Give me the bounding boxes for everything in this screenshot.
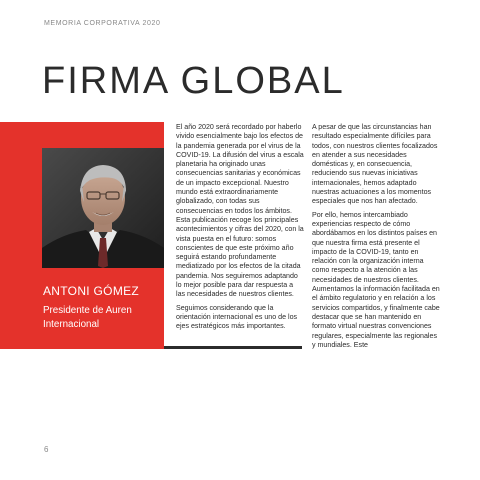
page-title: FIRMA GLOBAL xyxy=(42,60,345,102)
text-column-left xyxy=(176,123,304,336)
paragraph: A pesar de que las circunstancias han resultado especialmente difíciles para todos, con nuestros clientes focalizados en atender a sus necesidades domésticas y, en consecuencia, reduciendo sus nuevas iniciativas internacionales, hemos adaptado nuestras actuaciones a los momentos especiales que nos han afectado. xyxy=(312,123,438,206)
running-header: MEMORIA CORPORATIVA 2020 xyxy=(44,20,161,27)
portrait-photo xyxy=(42,148,164,268)
paragraph: El año 2020 será recordado por haberlo vivido esencialmente bajo los efectos de la pandemia generada por el virus de la COVID-19. La difusión del virus a escala planetaria ha originado unas consecuencias sanitarias y económicas de un impacto excepcional. Nuestro mundo está extraordinariamente globalizado, con todas sus consecuencias en todos los ámbitos. Esta publicación recoge los principales acontecimientos y cifras del 2020, con la vista puesta en el futuro: somos conscientes de que este próximo año seguirá estando profundamente mediatizado por los efectos de la citada pandemia. Nos seguiremos adaptando lo mejor posible para dar respuesta a las necesidades de nuestros clientes. xyxy=(176,123,304,299)
paragraph: Por ello, hemos intercambiado experiencias respecto de cómo abordábamos en los distintos países en que nuestra firma está presente el impacto de la COVID-19, tanto en relación con la organización interna como respecto a la atención a las necesidades de nuestros clientes. Aumentamos la información facilitada en el ámbito regulatorio y en relación a los servicios compartidos, y finalmente cabe destacar que se han mantenido en formato virtual nuestras convenciones regulares, especialmente las regionales y mundiales. Este xyxy=(312,210,440,349)
person-role: Presidente de Auren Internacional xyxy=(43,305,132,330)
portrait-image xyxy=(42,148,164,268)
page-number: 6 xyxy=(44,445,49,454)
divider-bar xyxy=(164,346,302,349)
text-column-right xyxy=(312,123,442,354)
paragraph: Seguimos considerando que la orientación internacional es uno de los ejes estratégicos más importantes. xyxy=(176,303,298,331)
person-name: ANTONI GÓMEZ xyxy=(43,284,140,298)
